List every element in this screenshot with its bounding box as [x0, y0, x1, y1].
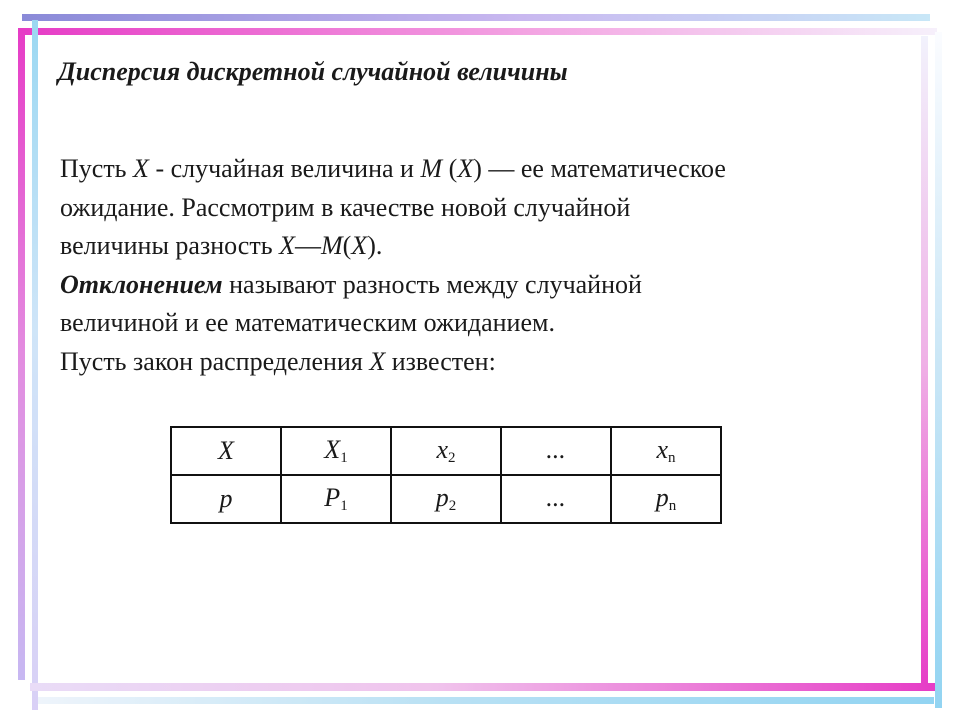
table-cell: $X_1$: [281, 427, 391, 475]
variable-x: X: [133, 154, 149, 183]
text-run: величины разность: [60, 231, 280, 261]
variable-m: M: [420, 154, 443, 183]
frame-bar-left-magenta: [18, 28, 25, 680]
table-cell: p: [171, 475, 281, 523]
slide-body: [60, 150, 910, 382]
text-run: —: [294, 231, 321, 261]
text-run: Пусть закон распределения: [60, 346, 370, 376]
table-cell: ...: [501, 427, 611, 475]
table-cell: $p_2$: [391, 475, 501, 523]
variable-m: M: [320, 231, 343, 261]
text-run: известен:: [385, 346, 496, 376]
text-run: ) — ее математическое: [473, 154, 726, 183]
table-row-values: [171, 427, 721, 475]
variable-x: X: [457, 154, 474, 183]
slide-title: Дисперсия дискретной случайной величины: [58, 57, 568, 86]
frame-bar-right-blue: [935, 32, 942, 708]
text-run: - случайная величина и: [148, 154, 421, 183]
frame-bar-left-blue: [32, 20, 38, 710]
table-row-probabilities: [171, 475, 721, 523]
paragraph-distribution-law: [60, 343, 910, 382]
text-run: Пусть: [60, 154, 134, 183]
distribution-table: [170, 426, 722, 524]
table-cell: $p_n$: [611, 475, 721, 523]
text-run: ожидание. Рассмотрим в качестве новой случайной: [60, 192, 631, 222]
table-cell: $P_1$: [281, 475, 391, 523]
table-cell: ...: [501, 475, 611, 523]
text-run: ).: [367, 231, 383, 261]
paragraph-expectation: [60, 150, 910, 266]
variable-x: X: [351, 231, 368, 261]
text-run: (: [442, 154, 458, 183]
table-cell: X: [171, 427, 281, 475]
text-run: (: [342, 231, 352, 261]
text-run: величиной и ее математическим ожиданием.: [60, 308, 555, 338]
paragraph-deviation-definition: [60, 266, 910, 343]
frame-bar-bottom-blue: [38, 697, 934, 704]
frame-bar-right-magenta: [921, 36, 928, 690]
frame-bar-top-magenta: [22, 28, 937, 35]
frame-bar-top-blue: [22, 14, 930, 21]
variable-x: X: [279, 231, 295, 261]
variable-x: X: [369, 346, 386, 376]
frame-bar-bottom-magenta: [30, 683, 935, 691]
text-run: называют разность между случайной: [222, 269, 642, 299]
table-cell: $x_n$: [611, 427, 721, 475]
table-cell: $x_2$: [391, 427, 501, 475]
defined-term: Отклонением: [60, 269, 223, 299]
